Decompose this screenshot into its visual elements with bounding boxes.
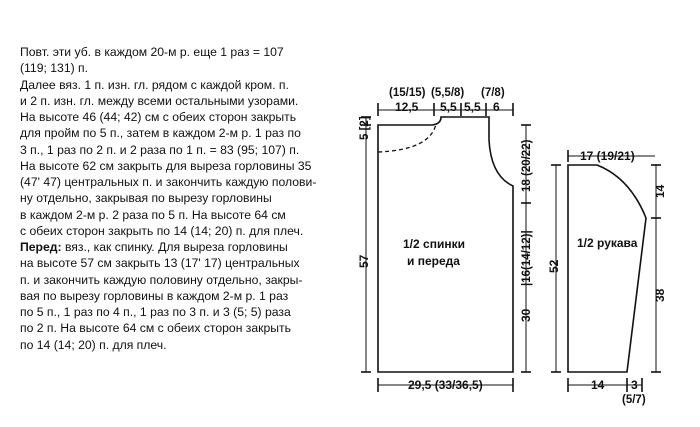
top-alt-2: (5,5/8) [431, 87, 465, 99]
body-pattern [357, 87, 533, 392]
instruction-line: для пройм по 5 п., затем в каждом 2-м р. 1 раз по [20, 126, 301, 141]
bottom-width: 29,5 (33/36,5) [408, 378, 483, 392]
instruction-line: На высоте 46 (44; 42) см с обеих сторон закрыть [20, 110, 297, 124]
sleeve-label: 1/2 рукава [577, 236, 638, 250]
instruction-line: Повт. эти уб. в каждом 20-м р. еще 1 раз = 107 [20, 45, 284, 59]
right-low: 30 [519, 308, 533, 322]
instruction-line: с обеих сторон закрыть по 14 (14; 20) п. для плеч. [20, 223, 304, 238]
sleeve-right-low: 38 [653, 288, 667, 302]
instruction-line: (47' 47) центральных п. и закончить каждую полови- [20, 175, 317, 189]
front-line: по 5 п., 1 раз по 4 п., 1 раз по 3 п. и 3 (5; 5) раза [20, 305, 291, 319]
instruction-line: (119; 131) п. [20, 61, 89, 76]
top-alt-3: (7/8) [481, 87, 505, 99]
instruction-line: в каждом 2-м р. 2 раза по 5 п. На высоте 64 см [20, 207, 286, 222]
sleeve-right-cap: 14 [653, 184, 667, 198]
sleeve-top-width: 17 (19/21) [580, 149, 635, 163]
sleeve-pattern [547, 149, 667, 406]
front-neckline [378, 124, 436, 152]
sleeve-bottom-1: 14 [591, 378, 605, 392]
front-line: по 14 (14; 20) п. для плеч. [20, 337, 167, 352]
sleeve-left-height: 52 [547, 259, 561, 273]
right-armhole: 18 (20/22) [521, 139, 533, 192]
top-dim-4: 6 [493, 100, 500, 114]
right-mid: |16(14/12)| [521, 230, 533, 286]
front-line: п. и закончить каждую половину отдельно, закры- [20, 272, 303, 287]
front-heading: Перед: [20, 240, 62, 254]
top-dim-3: 5,5 [464, 100, 481, 114]
sleeve-outline [568, 165, 646, 372]
front-line: на высоте 57 см закрыть 13 (17' 17) центральных [20, 256, 300, 271]
instruction-line: 3 п., 1 раз по 2 п. и 2 раза по 1 п. = 83 (95; 107) п. [20, 142, 300, 157]
front-line: по 2 п. На высоте 64 см с обеих сторон закрыть [20, 321, 291, 336]
sleeve-bottom-2: 3 [631, 378, 638, 392]
front-line-text: вяз., как спинку. Для выреза горловины [61, 240, 288, 254]
instruction-line: Далее вяз. 1 п. изн. гл. рядом с каждой кром. п. [20, 77, 289, 92]
instruction-line: и 2 п. изн. гл. между всеми остальными узорами. [20, 93, 299, 108]
body-label-2: и переда [407, 254, 460, 268]
front-line: вая по вырезу горловины в каждом 2-м р. 1 раз [20, 288, 289, 303]
sleeve-bottom-alt: (5/7) [622, 394, 646, 406]
body-label-1: 1/2 спинки [403, 237, 465, 251]
top-dim-2: 5,5 [440, 100, 457, 114]
top-dim-1: 12,5 [395, 100, 419, 114]
top-alt-1: (15/15) [389, 87, 426, 99]
instruction-line: ну отдельно, закрывая по вырезу горловины [20, 191, 272, 206]
left-height: 57 [357, 254, 371, 268]
instruction-line: На высоте 62 см закрыть для выреза горловины 35 [20, 158, 312, 173]
left-small: 5 [2] [359, 116, 371, 140]
